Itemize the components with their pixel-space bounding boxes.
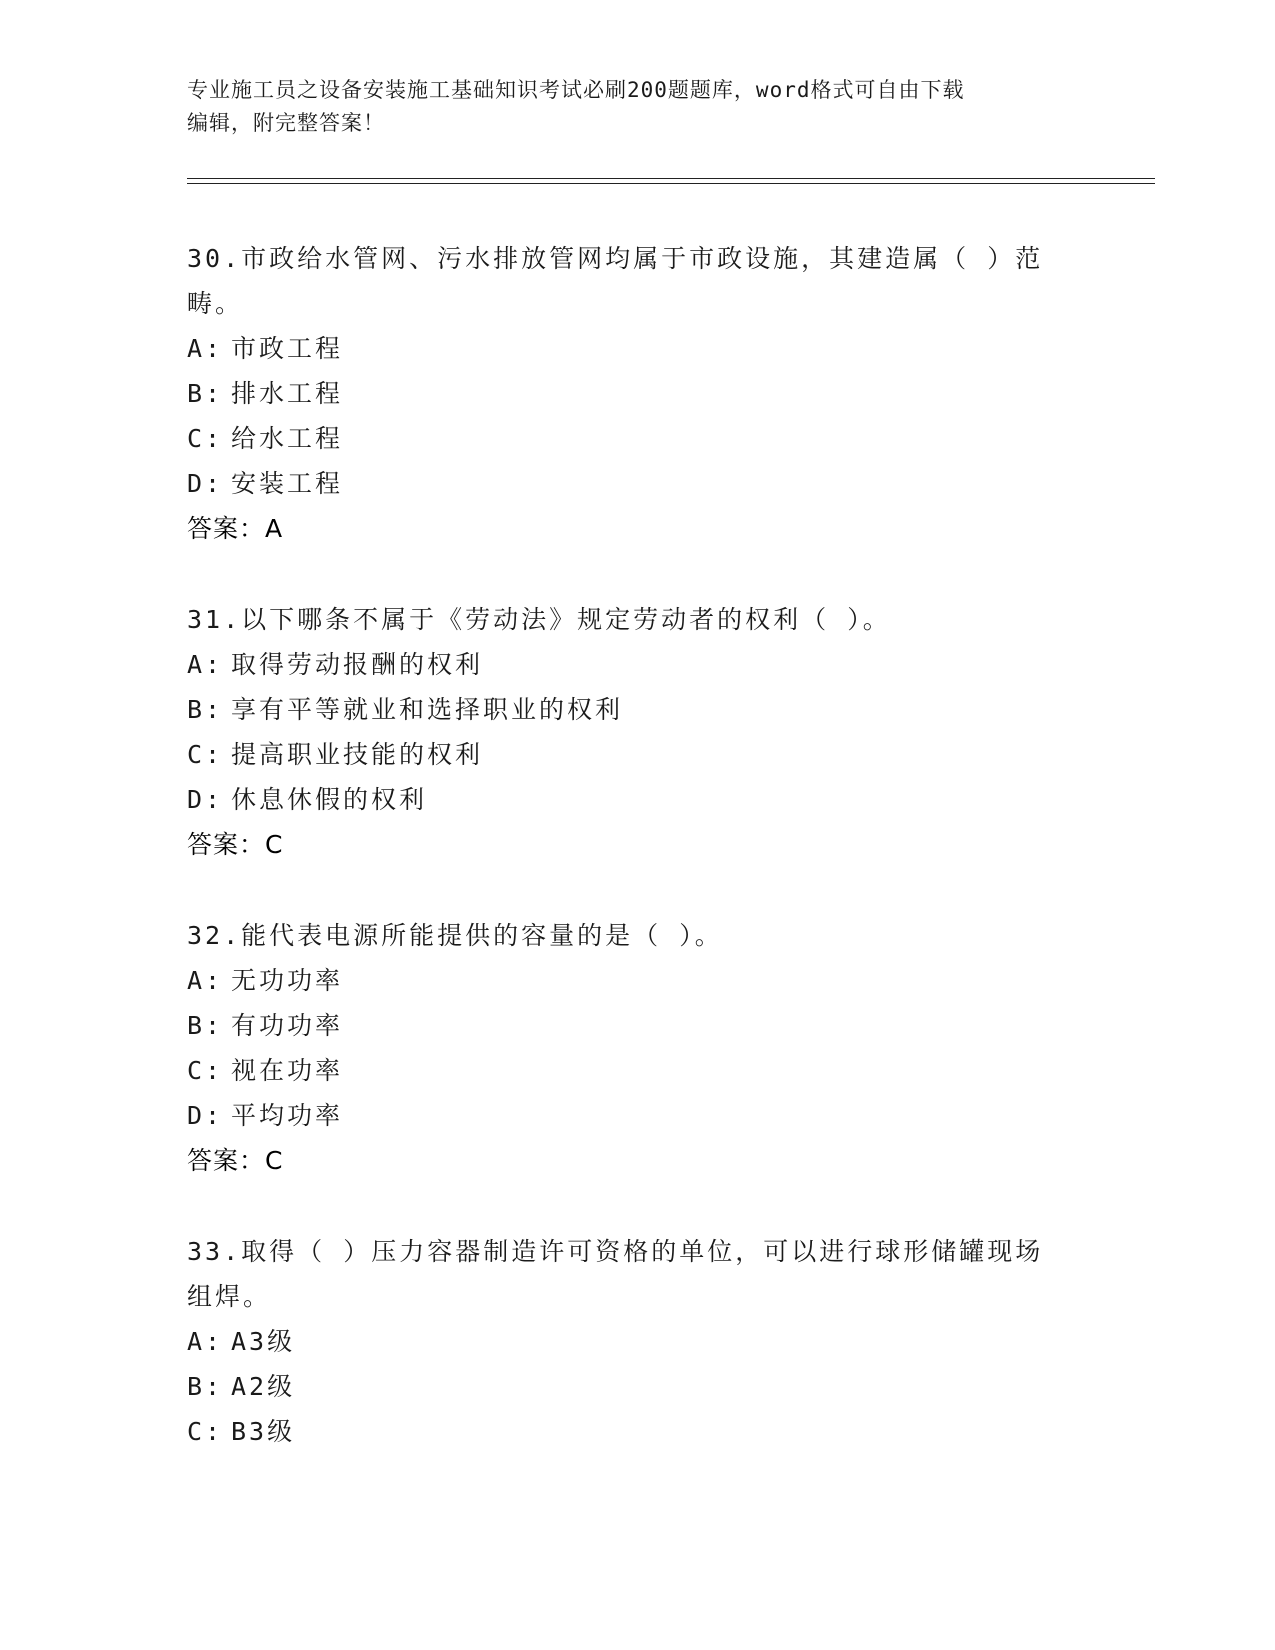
option-a bbox=[187, 642, 1087, 687]
question-stem-line-1: 30.市政给水管网、污水排放管网均属于市政设施，其建造属（ ）范 bbox=[187, 244, 1044, 273]
question-33 bbox=[187, 1229, 1087, 1454]
option-key: A: bbox=[187, 334, 224, 363]
question-stem-line-1: 33.取得（ ）压力容器制造许可资格的单位，可以进行球形储罐现场 bbox=[187, 1237, 1044, 1266]
question-stem-line-2: 组焊。 bbox=[187, 1282, 272, 1311]
option-c bbox=[187, 1409, 1087, 1454]
option-text: B3级 bbox=[231, 1417, 296, 1446]
option-b bbox=[187, 1003, 1087, 1048]
option-key: B: bbox=[187, 1011, 224, 1040]
option-key: A: bbox=[187, 1327, 224, 1356]
option-text: 安装工程 bbox=[231, 469, 344, 498]
option-d bbox=[187, 1093, 1087, 1138]
option-c bbox=[187, 1048, 1087, 1093]
option-text: 市政工程 bbox=[231, 334, 344, 363]
option-c bbox=[187, 416, 1087, 461]
option-text: 无功功率 bbox=[231, 966, 344, 995]
question-stem: 31.以下哪条不属于《劳动法》规定劳动者的权利（ ）。 bbox=[187, 605, 891, 634]
document-header bbox=[187, 74, 1067, 140]
question-list bbox=[187, 236, 1087, 1500]
question-stem-line-2: 畴。 bbox=[187, 289, 244, 318]
option-d bbox=[187, 777, 1087, 822]
option-b bbox=[187, 1364, 1087, 1409]
answer: 答案：C bbox=[187, 1146, 284, 1175]
option-b bbox=[187, 371, 1087, 416]
header-divider-top bbox=[187, 178, 1155, 179]
option-a bbox=[187, 1319, 1087, 1364]
option-text: 休息休假的权利 bbox=[231, 785, 428, 814]
option-text: 取得劳动报酬的权利 bbox=[231, 650, 484, 679]
header-line-1: 专业施工员之设备安装施工基础知识考试必刷200题题库，word格式可自由下载 bbox=[187, 78, 965, 102]
option-key: C: bbox=[187, 740, 224, 769]
option-text: A3级 bbox=[231, 1327, 296, 1356]
header-line-2: 编辑，附完整答案！ bbox=[187, 111, 385, 135]
option-text: A2级 bbox=[231, 1372, 296, 1401]
option-key: A: bbox=[187, 966, 224, 995]
option-key: B: bbox=[187, 695, 224, 724]
option-key: C: bbox=[187, 424, 224, 453]
question-30 bbox=[187, 236, 1087, 551]
option-key: B: bbox=[187, 379, 224, 408]
option-b bbox=[187, 687, 1087, 732]
question-stem bbox=[187, 236, 1087, 326]
option-key: C: bbox=[187, 1056, 224, 1085]
option-key: A: bbox=[187, 650, 224, 679]
option-text: 排水工程 bbox=[231, 379, 344, 408]
option-c bbox=[187, 732, 1087, 777]
question-32 bbox=[187, 913, 1087, 1183]
option-a bbox=[187, 326, 1087, 371]
option-text: 提高职业技能的权利 bbox=[231, 740, 484, 769]
answer: 答案：C bbox=[187, 830, 284, 859]
option-text: 有功功率 bbox=[231, 1011, 344, 1040]
option-text: 平均功率 bbox=[231, 1101, 344, 1130]
option-key: C: bbox=[187, 1417, 224, 1446]
option-d bbox=[187, 461, 1087, 506]
answer: 答案：A bbox=[187, 514, 284, 543]
option-text: 给水工程 bbox=[231, 424, 344, 453]
header-divider-bottom bbox=[187, 183, 1155, 184]
question-stem: 32.能代表电源所能提供的容量的是（ ）。 bbox=[187, 921, 723, 950]
option-key: B: bbox=[187, 1372, 224, 1401]
option-key: D: bbox=[187, 1101, 224, 1130]
question-stem bbox=[187, 1229, 1087, 1319]
option-a bbox=[187, 958, 1087, 1003]
option-text: 视在功率 bbox=[231, 1056, 344, 1085]
option-text: 享有平等就业和选择职业的权利 bbox=[231, 695, 624, 724]
option-key: D: bbox=[187, 469, 224, 498]
option-key: D: bbox=[187, 785, 224, 814]
question-31 bbox=[187, 597, 1087, 867]
